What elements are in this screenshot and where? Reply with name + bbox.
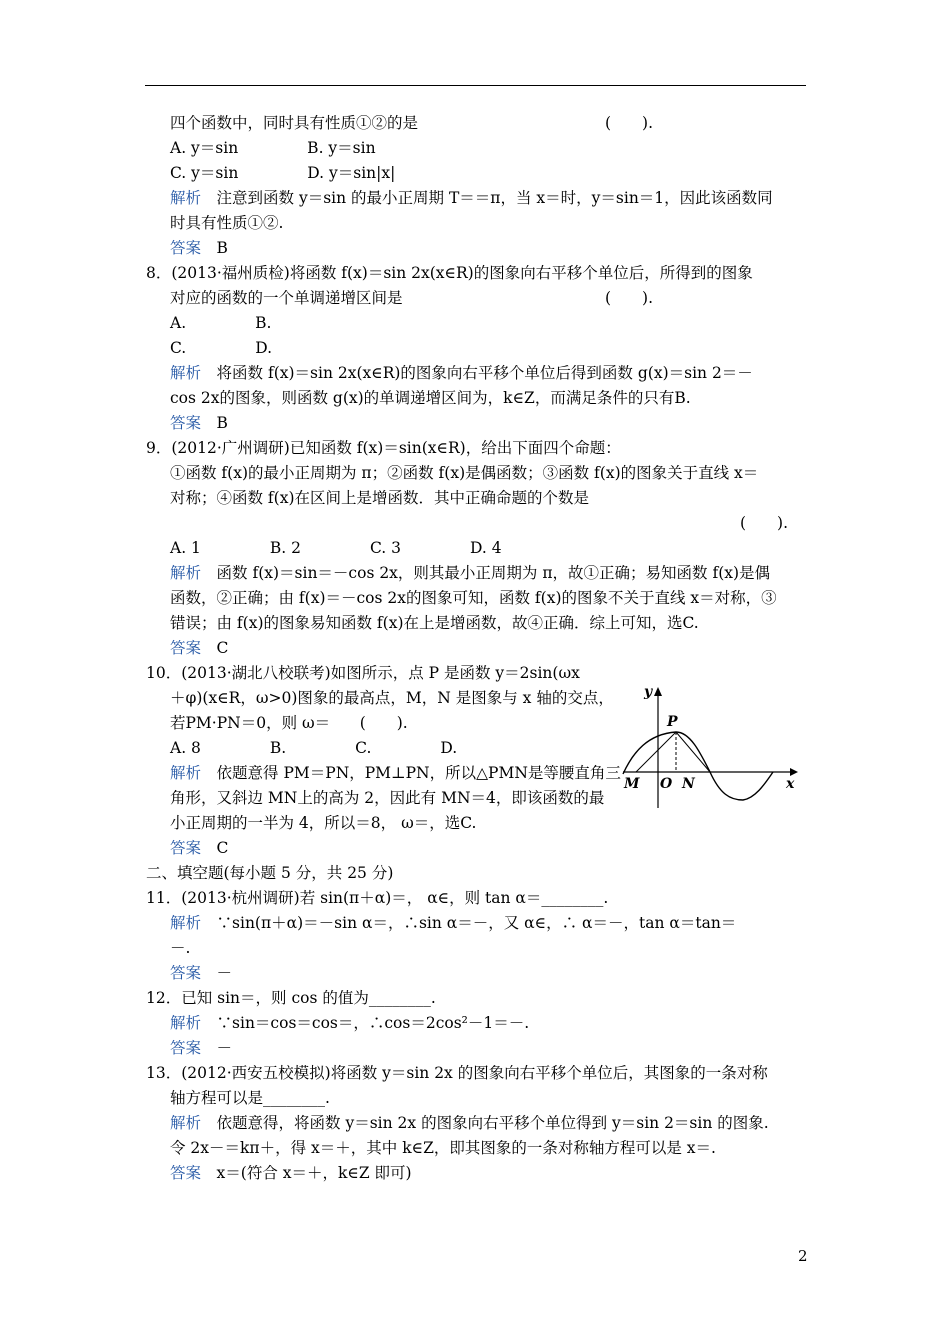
line-text: 令 2x－＝kπ＋，得 x＝＋，其中 k∈Z，即其图象的一条对称轴方程可以是 x＝. [170, 1139, 716, 1157]
text-line [146, 263, 753, 283]
label-tag: 答案 [170, 1039, 202, 1057]
text-line [170, 213, 283, 233]
label-tag: 解析 [170, 914, 202, 932]
text-line [146, 988, 436, 1008]
line-answer [170, 838, 228, 858]
x-axis-arrow [790, 768, 798, 776]
label-tag: 解析 [170, 364, 202, 382]
line-text: 角形，又斜边 MN上的高为 2，因此有 MN＝4，即该函数的最 [170, 789, 605, 807]
answer-bracket: ( ). [605, 289, 654, 307]
text-line [146, 863, 393, 883]
label-tag: 解析 [170, 564, 202, 582]
label-tag: 解析 [170, 189, 202, 207]
line-text: － [216, 1039, 233, 1057]
text-line [170, 338, 272, 358]
line-text: －. [170, 939, 191, 957]
line-text: 依题意得 PM＝PN，PM⊥PN，所以△PMN是等腰直角三 [216, 764, 621, 782]
segment-pm [636, 732, 676, 772]
text-line [170, 113, 418, 133]
line-answer [170, 238, 228, 258]
line-text: ∵sin＝cos＝cos＝，∴cos＝2cos²－1＝－. [216, 1014, 530, 1032]
text-line [146, 1063, 768, 1083]
line-answer [170, 1163, 412, 1183]
line-text: 二、填空题(每小题 5 分，共 25 分) [146, 864, 394, 882]
line-text: A. 1 B. 2 C. 3 D. 4 [170, 539, 502, 557]
line-analysis [170, 563, 770, 583]
label-tag: 答案 [170, 639, 202, 657]
sine-graph-figure [618, 682, 808, 812]
label-tag: 解析 [170, 1114, 202, 1132]
line-text: 13．(2012·西安五校模拟)将函数 y＝sin 2x 的图象向右平移个单位后，其图象的一条对称 [146, 1064, 768, 1082]
text-line [170, 463, 758, 483]
point-o-label: O [660, 776, 673, 792]
line-text: 错误；由 f(x)的图象易知函数 f(x)在上是增函数，故④正确．综上可知，选C. [170, 614, 699, 632]
label-tag: 答案 [170, 414, 202, 432]
text-line [170, 313, 271, 333]
line-analysis [170, 363, 753, 383]
y-axis-arrow [654, 687, 662, 696]
line-text: C. y＝sin D. y＝sin|x| [170, 164, 396, 182]
line-text: ＋φ)(x∈R，ω>0)图象的最高点，M，N 是图象与 x 轴的交点， [170, 689, 614, 707]
line-text: ∵sin(π＋α)＝－sin α＝，∴sin α＝－，又 α∈，∴ α＝－，tan α＝tan＝ [216, 914, 737, 932]
line-text: 对称；④函数 f(x)在区间上是增函数．其中正确命题的个数是 [170, 489, 590, 507]
line-analysis [170, 1113, 769, 1133]
line-text: ①函数 f(x)的最小正周期为 π；②函数 f(x)是偶函数；③函数 f(x)的图象关于直线 x＝ [170, 464, 759, 482]
point-p-label: P [667, 714, 678, 730]
sine-curve [623, 732, 773, 800]
line-analysis [170, 1013, 529, 1033]
text-line [170, 588, 777, 608]
line-text: C [216, 839, 229, 857]
line-analysis [170, 913, 736, 933]
line-text: 12．已知 sin＝，则 cos 的值为________. [146, 989, 436, 1007]
line-text: A. B. [170, 314, 272, 332]
page-number: 2 [798, 1247, 808, 1265]
line-answer [170, 413, 228, 433]
text-line [170, 288, 403, 308]
label-tag: 答案 [170, 1164, 202, 1182]
segment-pn [676, 732, 710, 772]
y-axis-label: y [644, 684, 653, 700]
line-text: 函数 f(x)＝sin＝－cos 2x，则其最小正周期为 π，故①正确；易知函数 f(x)是偶 [216, 564, 771, 582]
text-line [170, 138, 376, 158]
line-text: 9．(2012·广州调研)已知函数 f(x)＝sin(x∈R)，给出下面四个命题： [146, 439, 621, 457]
text-line [170, 163, 395, 183]
line-text: x＝(符合 x＝＋，k∈Z 即可) [216, 1164, 412, 1182]
label-tag: 答案 [170, 239, 202, 257]
line-text: 四个函数中，同时具有性质①②的是 [170, 114, 419, 132]
line-text: 将函数 f(x)＝sin 2x(x∈R)的图象向右平移个单位后得到函数 g(x)＝sin 2＝－ [216, 364, 753, 382]
text-line [170, 688, 614, 708]
line-text: B [216, 239, 228, 257]
text-line [170, 788, 604, 808]
text-line [170, 1138, 716, 1158]
line-text: C. D. [170, 339, 273, 357]
line-text: 函数，②正确；由 f(x)＝－cos 2x的图象可知，函数 f(x)的图象不关于直线 x＝对称，③ [170, 589, 777, 607]
point-n-label: N [682, 776, 695, 792]
line-text: C [216, 639, 229, 657]
text-line [170, 388, 691, 408]
text-line [170, 488, 589, 508]
line-analysis [170, 188, 773, 208]
text-line [146, 438, 621, 458]
line-answer [170, 638, 228, 658]
line-text: cos 2x的图象，则函数 g(x)的单调递增区间为，k∈Z，而满足条件的只有B. [170, 389, 691, 407]
label-tag: 解析 [170, 1014, 202, 1032]
line-text: 10．(2013·湖北八校联考)如图所示，点 P 是函数 y＝2sin(ωx [146, 664, 580, 682]
text-line [170, 738, 457, 758]
header-rule [145, 85, 806, 86]
line-text: A. 8 B. C. D. [170, 739, 458, 757]
line-text: 注意到函数 y＝sin 的最小正周期 T＝＝π，当 x＝时，y＝sin＝1，因此该函数同 [216, 189, 773, 207]
line-text: 小正周期的一半为 4，所以＝8， ω＝，选C. [170, 814, 477, 832]
text-line [146, 888, 608, 908]
line-text: 8．(2013·福州质检)将函数 f(x)＝sin 2x(x∈R)的图象向右平移个单位后，所得到的图象 [146, 264, 753, 282]
label-tag: 答案 [170, 839, 202, 857]
line-text: 若PM·PN＝0，则 ω＝ ( ). [170, 714, 408, 732]
line-text: 时具有性质①②. [170, 214, 284, 232]
line-text: B [216, 414, 228, 432]
label-tag: 解析 [170, 764, 202, 782]
answer-bracket: ( ). [740, 514, 789, 532]
answer-bracket: ( ). [605, 114, 654, 132]
x-axis-label: x [786, 776, 795, 792]
label-tag: 答案 [170, 964, 202, 982]
text-line [170, 713, 408, 733]
text-line [170, 538, 502, 558]
line-text: － [216, 964, 233, 982]
line-text: A. y＝sin B. y＝sin [170, 139, 376, 157]
line-text: 依题意得，将函数 y＝sin 2x 的图象向右平移个单位得到 y＝sin 2＝sin 的图象. [216, 1114, 769, 1132]
text-line [170, 813, 476, 833]
line-answer [170, 963, 232, 983]
line-answer [170, 1038, 232, 1058]
line-text: 对应的函数的一个单调递增区间是 [170, 289, 403, 307]
text-line [146, 663, 580, 683]
point-m-label: M [624, 776, 640, 792]
text-line [170, 1088, 330, 1108]
line-analysis [170, 763, 621, 783]
line-text: 轴方程可以是________. [170, 1089, 330, 1107]
line-text: 11．(2013·杭州调研)若 sin(π＋α)＝， α∈，则 tan α＝________. [146, 889, 609, 907]
text-line [170, 613, 699, 633]
text-line [170, 938, 190, 958]
